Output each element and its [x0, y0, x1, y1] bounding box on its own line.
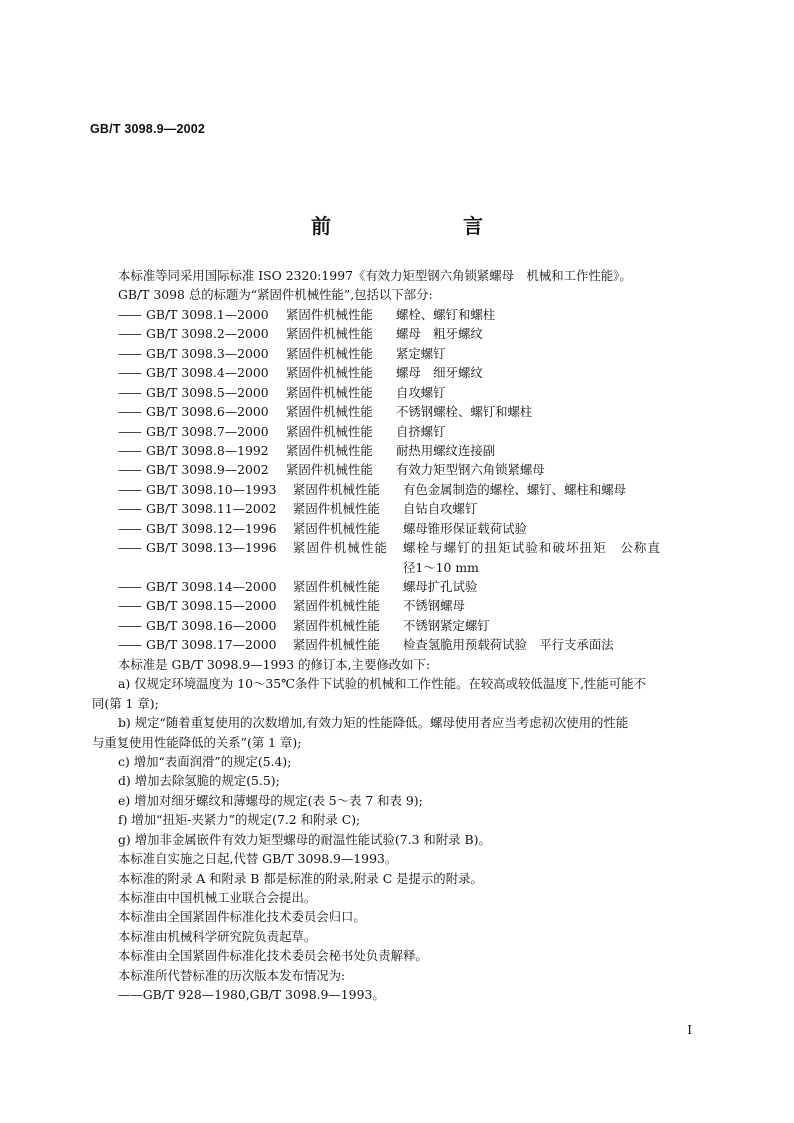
closing-line: 本标准由全国紧固件标准化技术委员会归口。 [118, 909, 366, 925]
standard-code: GB/T 3098.5—2000 [146, 384, 269, 400]
part-group: 紧固件机械性能 [293, 481, 380, 497]
part-title: 自钻自攻螺钉 [403, 501, 478, 517]
standard-code: GB/T 3098.11—2002 [146, 501, 277, 517]
part-title: 耐热用螺纹连接副 [396, 442, 496, 458]
foreword-body [92, 266, 708, 1005]
change-item-d: d) 增加去除氢脆的规定(5.5); [118, 773, 280, 789]
closing-line: 本标准由全国紧固件标准化技术委员会秘书处负责解释。 [118, 948, 428, 964]
standard-code: GB/T 3098.9—2002 [146, 462, 269, 478]
list-item [118, 460, 708, 479]
change-item-f: f) 增加“扭矩-夹紧力”的规定(7.2 和附录 C); [118, 812, 361, 828]
page-number: I [687, 1023, 692, 1037]
part-group: 紧固件机械性能 [293, 520, 380, 536]
list-dash: —— [118, 384, 141, 400]
closing-line: 本标准的附录 A 和附录 B 都是标准的附录,附录 C 是提示的附录。 [118, 870, 483, 886]
list-item [118, 596, 708, 615]
revision-intro: 本标准是 GB/T 3098.9—1993 的修订本,主要修改如下: [118, 656, 431, 672]
part-title-continued: 径1～10 mm [403, 559, 479, 575]
list-dash: —— [118, 598, 141, 614]
list-dash: —— [118, 540, 141, 556]
part-title: 自攻螺钉 [396, 384, 446, 400]
standard-code: GB/T 3098.15—2000 [146, 598, 277, 614]
part-group: 紧固件机械性能 [286, 462, 373, 478]
change-item-a-continued: 同(第 1 章); [92, 695, 159, 711]
part-group: 紧固件机械性能 [293, 540, 389, 556]
intro-line: 本标准等同采用国际标准 ISO 2320:1997《有效力矩型钢六角锁紧螺母 机械和工作性能》。 [118, 268, 632, 283]
part-group: 紧固件机械性能 [293, 501, 380, 517]
list-item [118, 499, 708, 518]
part-title: 有效力矩型钢六角锁紧螺母 [396, 462, 545, 478]
standard-code: GB/T 3098.13—1996 [146, 540, 277, 556]
part-group: 紧固件机械性能 [286, 326, 373, 342]
list-item-continuation [118, 558, 708, 577]
list-item [118, 577, 708, 596]
standard-code: GB/T 3098.3—2000 [146, 345, 269, 361]
part-title: 不锈钢紧定螺钉 [403, 617, 490, 633]
part-group: 紧固件机械性能 [286, 365, 373, 381]
list-dash: —— [118, 306, 141, 322]
change-item-g: g) 增加非金属嵌件有效力矩型螺母的耐温性能试验(7.3 和附录 B)。 [118, 831, 491, 847]
part-title: 有色金属制造的螺栓、螺钉、螺柱和螺母 [403, 481, 627, 497]
change-item-b: b) 规定“随着重复使用的次数增加,有效力矩的性能降低。螺母使用者应当考虑初次使用的性能 [118, 715, 629, 731]
part-title: 检查氢脆用预载荷试验 平行支承面法 [403, 637, 614, 653]
closing-line: 本标准由机械科学研究院负责起草。 [118, 928, 317, 944]
part-title: 螺母扩孔试验 [403, 579, 478, 594]
intro-line: GB/T 3098 总的标题为“紧固件机械性能”,包括以下部分: [118, 287, 433, 303]
change-item-c: c) 增加“表面润滑”的规定(5.4); [118, 753, 292, 769]
part-group: 紧固件机械性能 [293, 637, 380, 653]
list-item [118, 538, 708, 557]
list-dash: —— [118, 423, 141, 439]
part-group: 紧固件机械性能 [286, 384, 373, 400]
standard-code: GB/T 3098.2—2000 [146, 326, 269, 342]
list-dash: —— [118, 442, 141, 458]
list-dash: —— [118, 520, 141, 536]
list-item [118, 422, 708, 441]
list-dash: —— [118, 326, 141, 342]
parts-list [118, 305, 708, 655]
closing-line: 本标准由中国机械工业联合会提出。 [118, 890, 317, 905]
standard-code: GB/T 3098.12—1996 [146, 520, 277, 536]
standard-code: GB/T 3098.16—2000 [146, 617, 277, 633]
part-title: 紧定螺钉 [396, 345, 446, 361]
part-group: 紧固件机械性能 [293, 579, 380, 594]
list-item [118, 480, 708, 499]
standard-code: GB/T 3098.17—2000 [146, 637, 277, 653]
list-dash: —— [118, 579, 141, 594]
part-title: 螺母 细牙螺纹 [396, 365, 483, 381]
closing-line: ——GB/T 928—1980,GB/T 3098.9—1993。 [118, 987, 385, 1003]
list-item [118, 305, 708, 324]
list-item [118, 635, 708, 654]
part-group: 紧固件机械性能 [286, 442, 373, 458]
part-title: 不锈钢螺母 [403, 598, 465, 614]
standard-code: GB/T 3098.1—2000 [146, 306, 269, 322]
list-dash: —— [118, 462, 141, 478]
list-dash: —— [118, 617, 141, 633]
standard-code: GB/T 3098.8—1992 [146, 442, 269, 458]
part-group: 紧固件机械性能 [286, 404, 373, 420]
continuation-spacer [118, 558, 403, 577]
standard-code: GB/T 3098.6—2000 [146, 404, 269, 420]
part-title: 螺母 粗牙螺纹 [396, 326, 483, 342]
list-dash: —— [118, 365, 141, 381]
closing-line: 本标准所代替标准的历次版本发布情况为: [118, 967, 346, 983]
part-group: 紧固件机械性能 [286, 423, 373, 439]
part-title: 自挤螺钉 [396, 423, 446, 439]
change-item-b-continued: 与重复使用性能降低的关系”(第 1 章); [92, 734, 302, 750]
list-item [118, 441, 708, 460]
part-title: 不锈钢螺栓、螺钉和螺柱 [396, 404, 533, 420]
list-item [118, 344, 708, 363]
list-item [118, 324, 708, 343]
list-dash: —— [118, 481, 141, 497]
part-group: 紧固件机械性能 [293, 598, 380, 614]
part-group: 紧固件机械性能 [286, 306, 373, 322]
page-title: 前 言 [311, 214, 539, 238]
list-item [118, 363, 708, 382]
standard-code: GB/T 3098.7—2000 [146, 423, 269, 439]
part-group: 紧固件机械性能 [293, 617, 380, 633]
list-dash: —— [118, 501, 141, 517]
list-item [118, 616, 708, 635]
list-item [118, 383, 708, 402]
list-dash: —— [118, 404, 141, 420]
standard-code: GB/T 3098.14—2000 [146, 579, 277, 594]
change-item-e: e) 增加对细牙螺纹和薄螺母的规定(表 5～表 7 和表 9); [118, 792, 423, 808]
part-title: 螺母锥形保证载荷试验 [403, 520, 527, 536]
document-id-header: GB/T 3098.9—2002 [90, 122, 206, 136]
list-dash: —— [118, 345, 141, 361]
list-item [118, 402, 708, 421]
change-item-a: a) 仅规定环境温度为 10～35℃条件下试验的机械和工作性能。在较高或较低温度下,性能可能不 [118, 676, 646, 692]
part-title: 螺栓与螺钉的扭矩试验和破坏扭矩 公称直 [403, 540, 662, 556]
list-dash: —— [118, 637, 141, 653]
standard-code: GB/T 3098.10—1993 [146, 481, 277, 497]
standard-code: GB/T 3098.4—2000 [146, 365, 269, 381]
part-group: 紧固件机械性能 [286, 345, 373, 361]
closing-line: 本标准自实施之日起,代替 GB/T 3098.9—1993。 [118, 851, 398, 867]
list-item [118, 519, 708, 538]
part-title: 螺栓、螺钉和螺柱 [396, 306, 496, 322]
